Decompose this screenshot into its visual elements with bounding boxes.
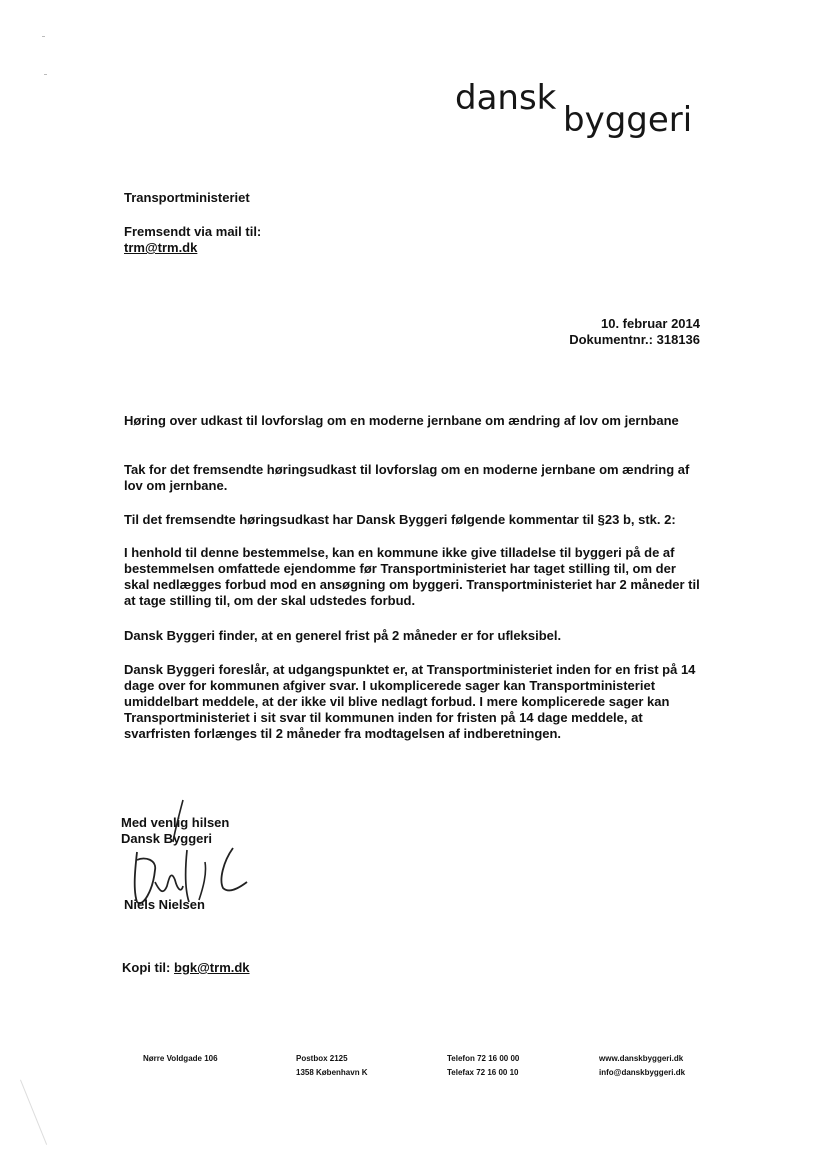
scan-artifact-dot — [44, 74, 47, 75]
footer-fax: Telefax 72 16 00 10 — [447, 1068, 519, 1077]
footer-email-link[interactable]: info@danskbyggeri.dk — [599, 1068, 686, 1077]
document-number: Dokumentnr.: 318136 — [569, 332, 700, 347]
logo-word-byggeri: byggeri — [563, 100, 693, 140]
signer-name: Niels Nielsen — [124, 897, 205, 912]
footer-street: Nørre Voldgade 106 — [143, 1054, 218, 1063]
copy-block — [122, 960, 250, 975]
recipient-name: Transportministeriet — [124, 190, 250, 205]
closing-organization: Dansk Byggeri — [121, 831, 213, 846]
date-block — [569, 316, 700, 348]
paragraph-5: Dansk Byggeri foreslår, at udgangspunktet er, at Transportministeriet inden for en frist på 14 dage over for kommunen afgiver svar. I ukomplicerede sager kan Transportministeriet umiddelbart meddele, at der ikke vil blive nedlagt forbud. I mere komplicerede sager kan Transportministeriet i sit svar til kommunen inden for fristen på 14 dage meddele, at svarfristen forlænges til 2 måneder fra modtagelsen af indberetningen. — [124, 662, 696, 741]
paragraph-1: Tak for det fremsendte høringsudkast til lovforslag om en moderne jernbane om ændring af lov om jernbane. — [124, 462, 690, 493]
footer-postbox-text: Postbox 2125 — [296, 1054, 348, 1063]
footer-phone-block — [447, 1052, 519, 1080]
paragraph-3: I henhold til denne bestemmelse, kan en kommune ikke give tilladelse til byggeri på de af bestemmelsen omfattede ejendomme før Transportministeriet har taget stilling til, om der skal nedlægges forbud mod en ansøgning om byggeri. Transportministeriet har 2 måneder til at tage stilling til, om der skal udstedes forbud. — [124, 545, 700, 608]
closing-greeting: Med venlig hilsen — [121, 815, 230, 830]
logo-word-dansk: dansk — [455, 78, 557, 118]
footer-web-block — [599, 1052, 685, 1080]
recipient-email-link[interactable]: trm@trm.dk — [124, 240, 198, 255]
scan-artifact-line — [20, 1080, 47, 1145]
copy-label: Kopi til: — [122, 960, 171, 975]
footer-phone: Telefon 72 16 00 00 — [447, 1054, 520, 1063]
sent-via-label: Fremsendt via mail til: — [124, 224, 262, 239]
sent-via-block — [124, 224, 261, 256]
footer-city: 1358 København K — [296, 1068, 368, 1077]
letter-date: 10. februar 2014 — [600, 316, 700, 331]
paragraph-4: Dansk Byggeri finder, at en generel frist på 2 måneder er for ufleksibel. — [124, 628, 562, 643]
footer-address — [143, 1052, 218, 1066]
letter-subject: Høring over udkast til lovforslag om en moderne jernbane om ændring af lov om jernbane — [124, 413, 679, 428]
scan-artifact-dot — [42, 36, 45, 37]
copy-email-link[interactable]: bgk@trm.dk — [174, 960, 250, 975]
dansk-byggeri-logo — [455, 78, 705, 138]
paragraph-2: Til det fremsendte høringsudkast har Dansk Byggeri følgende kommentar til §23 b, stk. 2: — [124, 512, 676, 527]
footer-postbox — [296, 1052, 368, 1080]
footer-website-link[interactable]: www.danskbyggeri.dk — [599, 1054, 684, 1063]
